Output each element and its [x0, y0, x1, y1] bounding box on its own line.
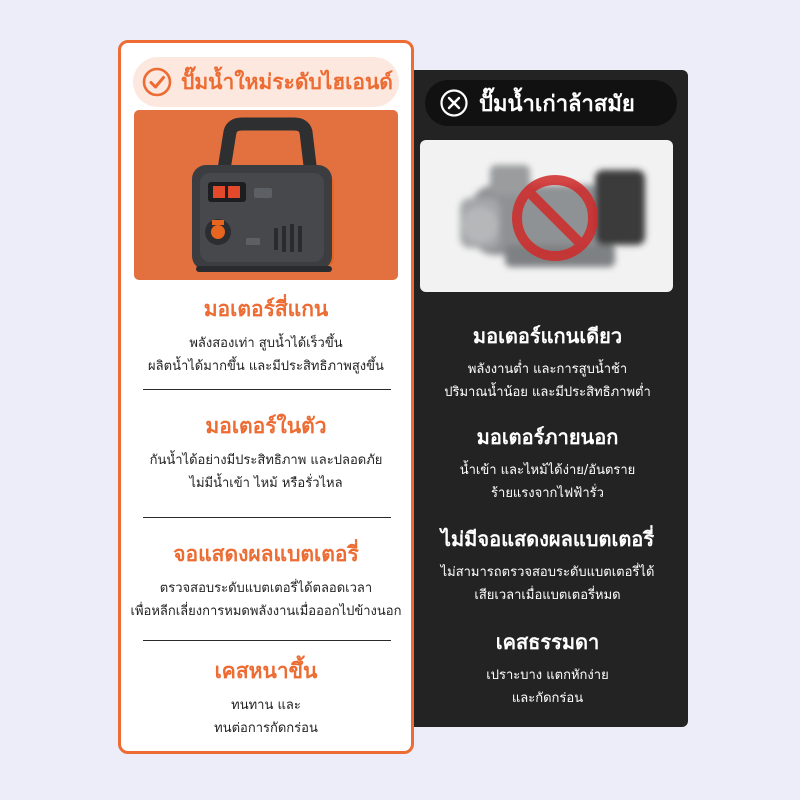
new-pump-title-badge [133, 57, 399, 107]
old-feature-no-battery-display [407, 523, 688, 607]
check-circle-icon [141, 66, 173, 98]
feature-line: น้ำเข้า และไหม้ได้ง่าย/อันตราย [459, 463, 636, 478]
feature-heading: เคสธรรมดา [495, 630, 600, 654]
new-feature-battery-display [121, 538, 411, 623]
feature-heading: มอเตอร์ภายนอก [476, 425, 619, 449]
new-feature-motor [121, 293, 411, 378]
new-pump-image [134, 110, 398, 280]
feature-heading: เคสหนาขึ้น [214, 659, 318, 683]
feature-line: ปริมาณน้ำน้อย และมีประสิทธิภาพต่ำ [444, 385, 651, 400]
feature-heading: มอเตอร์สี่แกน [203, 297, 329, 321]
divider [143, 389, 391, 390]
feature-line: เสียเวลาเมื่อแบตเตอรี่หมด [474, 588, 621, 603]
feature-line: ไม่สามารถตรวจสอบระดับแบตเตอรี่ได้ [440, 565, 655, 580]
feature-line: ทนต่อการกัดกร่อน [214, 721, 318, 736]
divider [143, 640, 391, 641]
feature-line: ร้ายแรงจากไฟฟ้ารั่ว [491, 486, 604, 501]
feature-heading: มอเตอร์แกนเดียว [472, 324, 623, 348]
feature-heading: มอเตอร์ในตัว [205, 414, 327, 438]
new-feature-built-in-motor [121, 410, 411, 495]
feature-line: กันน้ำได้อย่างมีประสิทธิภาพ และปลอดภัย [149, 453, 383, 468]
old-feature-external-motor [407, 421, 688, 505]
old-pump-card [407, 70, 688, 727]
old-pump-title-badge [425, 80, 677, 126]
feature-line: และกัดกร่อน [511, 691, 584, 706]
old-pump-image [420, 140, 673, 292]
new-pump-card [118, 40, 414, 754]
old-pump-title: ปั๊มน้ำเก่าล้าสมัย [479, 91, 635, 117]
new-feature-thick-case [121, 655, 411, 740]
new-pump-title: ปั๊มน้ำใหม่ระดับไฮเอนด์ [181, 69, 393, 94]
feature-heading: ไม่มีจอแสดงผลแบตเตอรี่ [440, 527, 655, 551]
feature-line: ผลิตน้ำได้มากขึ้น และมีประสิทธิภาพสูงขึ้น [148, 359, 384, 374]
old-feature-motor [407, 320, 688, 404]
feature-line: พลังสองเท่า สูบน้ำได้เร็วขึ้น [189, 336, 343, 351]
feature-line: ตรวจสอบระดับแบตเตอรี่ได้ตลอดเวลา [159, 581, 373, 596]
feature-line: พลังงานต่ำ และการสูบน้ำช้า [467, 362, 628, 377]
feature-line: ทนทาน และ [231, 698, 301, 713]
feature-line: เปราะบาง แตกหักง่าย [486, 668, 609, 683]
old-feature-case [407, 626, 688, 710]
x-circle-icon [439, 88, 469, 118]
feature-heading: จอแสดงผลแบตเตอรี่ [173, 542, 359, 566]
feature-line: ไม่มีน้ำเข้า ไหม้ หรือรั่วไหล [189, 476, 343, 491]
divider [143, 517, 391, 518]
feature-line: เพื่อหลีกเลี่ยงการหมดพลังงานเมื่อออกไปข้างนอก [130, 604, 402, 619]
